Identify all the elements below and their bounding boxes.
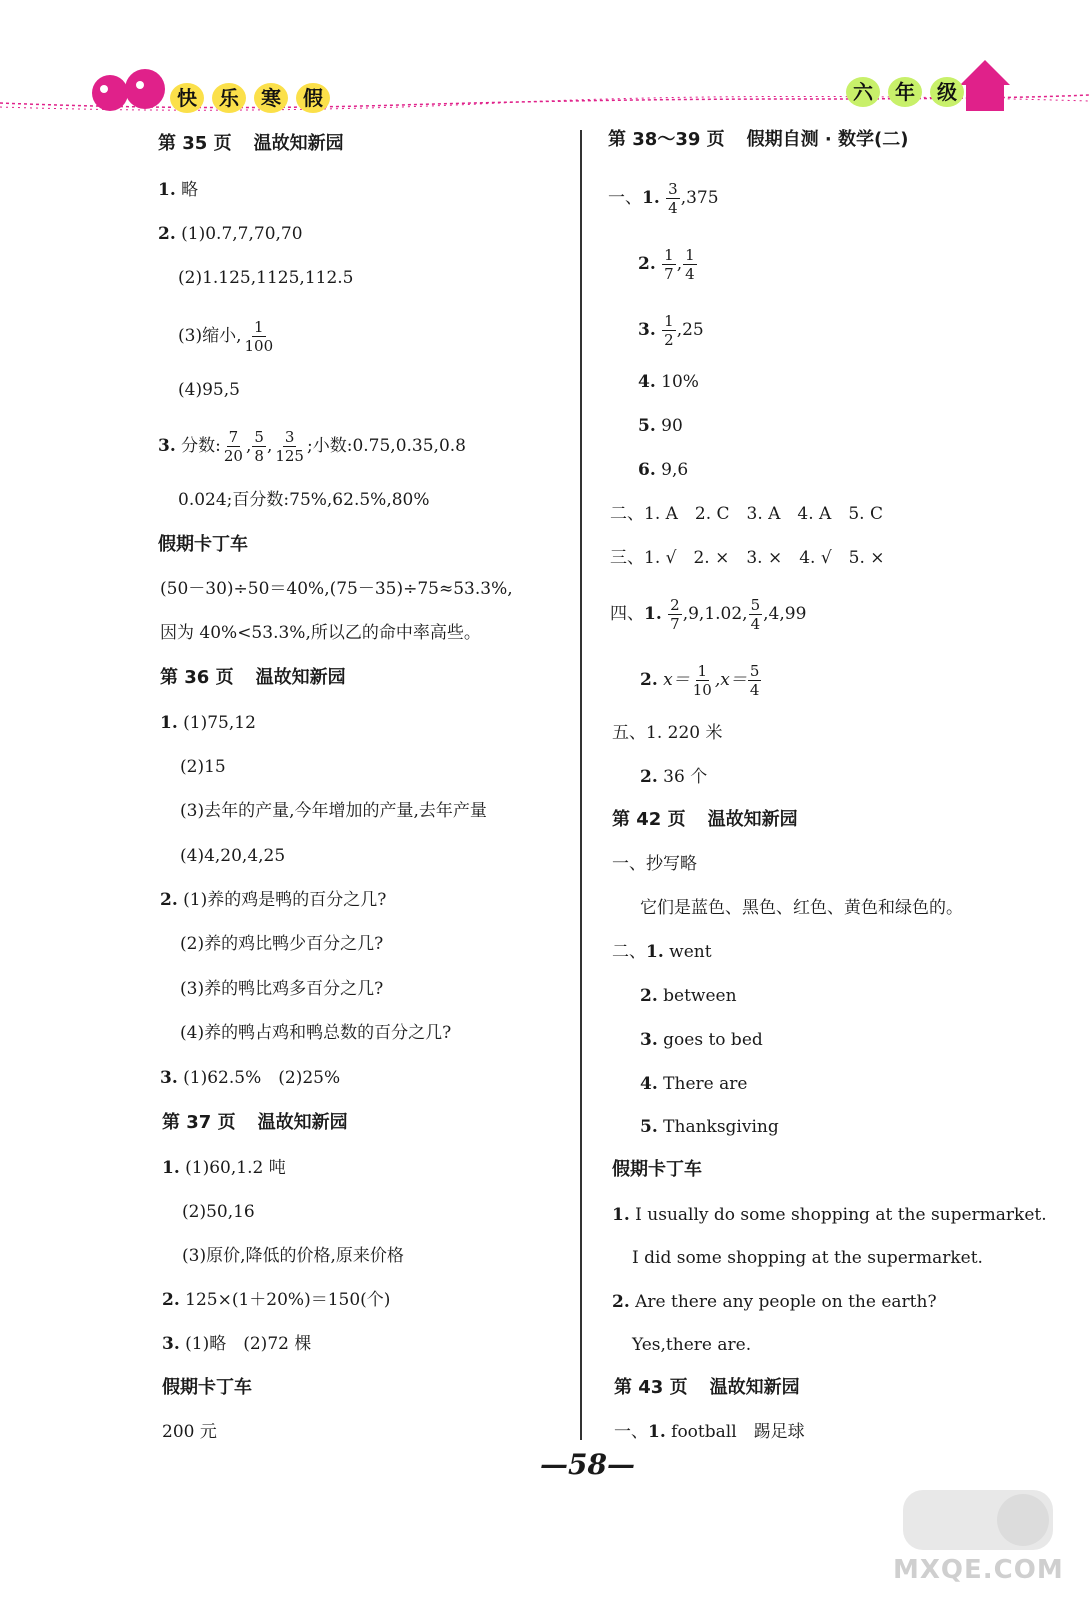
- answer-line: 2. (1)0.7,7,70,70: [158, 224, 303, 244]
- fraction: $\frac{1}{7}$: [664, 246, 674, 283]
- answer-line: (2)1.125,1125,112.5: [178, 268, 354, 288]
- fraction: $\frac{3}{4}$: [668, 180, 678, 217]
- fraction: $\frac{3}{125}$: [275, 428, 304, 465]
- answer-line: 3. $\frac{1}{2}$ ,25: [638, 312, 704, 349]
- answer-line: 3. 分数: $\frac{7}{20}$ , $\frac{5}{8}$ , $\frac{3}{125}$ ;小数:0.75,0.35,0.8: [158, 428, 466, 465]
- answer-line: 200 元: [162, 1422, 217, 1442]
- page-header: [0, 55, 1089, 135]
- page-number: —58—: [540, 1448, 635, 1481]
- answer-line: 二、1. went: [612, 942, 712, 962]
- answer-line: 3. (1)略 (2)72 棵: [162, 1334, 312, 1354]
- answer-line: 2. (1)养的鸡是鸭的百分之几?: [160, 890, 387, 910]
- answer-line: 1. (1)60,1.2 吨: [162, 1158, 286, 1178]
- answer-line: 1. (1)75,12: [160, 713, 256, 733]
- answer-line: 三、1. √ 2. × 3. × 4. √ 5. ×: [610, 548, 885, 568]
- answer-line: 一、1. football 踢足球: [614, 1422, 805, 1442]
- column-divider: [580, 130, 582, 1440]
- fraction: $\frac{7}{20}$: [223, 428, 243, 465]
- answer-line: 四、1. $\frac{2}{7}$ ,9,1.02, $\frac{5}{4}$ ,4,99: [610, 596, 807, 633]
- section-title: 第 37 页 温故知新园: [162, 1112, 348, 1133]
- answer-line: (4)95,5: [178, 380, 240, 400]
- answer-line: 2. $\frac{1}{7}$ , $\frac{1}{4}$: [638, 246, 695, 283]
- answer-line: 二、1. A 2. C 3. A 4. A 5. C: [610, 504, 883, 524]
- section-title: 第 36 页 温故知新园: [160, 667, 346, 688]
- answer-line: 2. 125×(1＋20%)＝150(个): [162, 1290, 391, 1310]
- answer-line: (3)原价,降低的价格,原来价格: [182, 1246, 404, 1266]
- answer-line: 5. Thanksgiving: [640, 1117, 779, 1137]
- answer-line: 它们是蓝色、黑色、红色、黄色和绿色的。: [640, 898, 963, 918]
- answer-line: 一、抄写略: [612, 854, 697, 874]
- answer-line: 4. There are: [640, 1074, 748, 1094]
- answer-line: 2. x＝ $\frac{1}{10}$ ,x＝ $\frac{5}{4}$: [640, 662, 760, 699]
- answer-line: (3)去年的产量,今年增加的产量,去年产量: [180, 801, 487, 821]
- fraction: $\frac{2}{7}$: [670, 596, 680, 633]
- answer-line: (2)养的鸡比鸭少百分之几?: [180, 934, 384, 954]
- answer-line: 一、1. $\frac{3}{4}$ ,375: [608, 180, 719, 217]
- answer-line: 5. 90: [638, 416, 683, 436]
- bird-icon: [92, 75, 128, 111]
- answer-line: 因为 40%<53.3%,所以乙的命中率高些。: [160, 623, 481, 643]
- answer-line: 3. (1)62.5% (2)25%: [160, 1068, 341, 1088]
- answer-line: (2)50,16: [182, 1202, 255, 1222]
- answer-line: (50－30)÷50＝40%,(75－35)÷75≈53.3%,: [160, 579, 513, 599]
- section-title: 第 42 页 温故知新园: [612, 809, 798, 830]
- house-icon: [960, 60, 1010, 85]
- section-title: 第 35 页 温故知新园: [158, 133, 344, 154]
- section-title: 第 43 页 温故知新园: [614, 1377, 800, 1398]
- header-grade: 六 年 级: [846, 77, 964, 107]
- section-title: 第 38～39 页 假期自测 · 数学(二): [608, 129, 909, 150]
- answer-line: (3)养的鸭比鸡多百分之几?: [180, 979, 384, 999]
- fraction: $\frac{5}{4}$: [750, 596, 761, 633]
- answer-line: 2. between: [640, 986, 737, 1006]
- fraction: $\frac{5}{8}$: [254, 428, 264, 465]
- header-title: 快 乐 寒 假: [170, 83, 330, 113]
- section-title: 假期卡丁车: [162, 1377, 252, 1398]
- answer-line: 4. 10%: [638, 372, 699, 392]
- fraction: $\frac{1}{10}$: [692, 662, 712, 699]
- section-title: 假期卡丁车: [612, 1159, 702, 1180]
- answer-line: (4)养的鸭占鸡和鸭总数的百分之几?: [180, 1023, 452, 1043]
- answer-line: 2. Are there any people on the earth?: [612, 1292, 937, 1312]
- fraction: $\frac{1}{2}$: [664, 312, 674, 349]
- answer-line: (3)缩小, $\frac{1}{100}$: [178, 318, 274, 355]
- answer-line: 3. goes to bed: [640, 1030, 763, 1050]
- section-title: 假期卡丁车: [158, 534, 248, 555]
- fraction: $\frac{1}{4}$: [685, 246, 695, 283]
- answer-line: 6. 9,6: [638, 460, 689, 480]
- answer-line: Yes,there are.: [632, 1335, 752, 1355]
- answer-line: 2. 36 个: [640, 767, 708, 787]
- fraction: $\frac{1}{100}$: [244, 318, 274, 355]
- answer-line: (2)15: [180, 757, 226, 777]
- fraction: $\frac{5}{4}$: [749, 662, 760, 699]
- answer-line: 1. 略: [158, 180, 199, 200]
- answer-line: I did some shopping at the supermarket.: [632, 1248, 983, 1268]
- answer-line: 0.024;百分数:75%,62.5%,80%: [178, 490, 430, 510]
- answer-line: 五、1. 220 米: [612, 723, 723, 743]
- answer-line: (4)4,20,4,25: [180, 846, 286, 866]
- answer-line: 1. I usually do some shopping at the supermarket.: [612, 1205, 1047, 1225]
- watermark-text: MXQE.COM: [893, 1555, 1064, 1585]
